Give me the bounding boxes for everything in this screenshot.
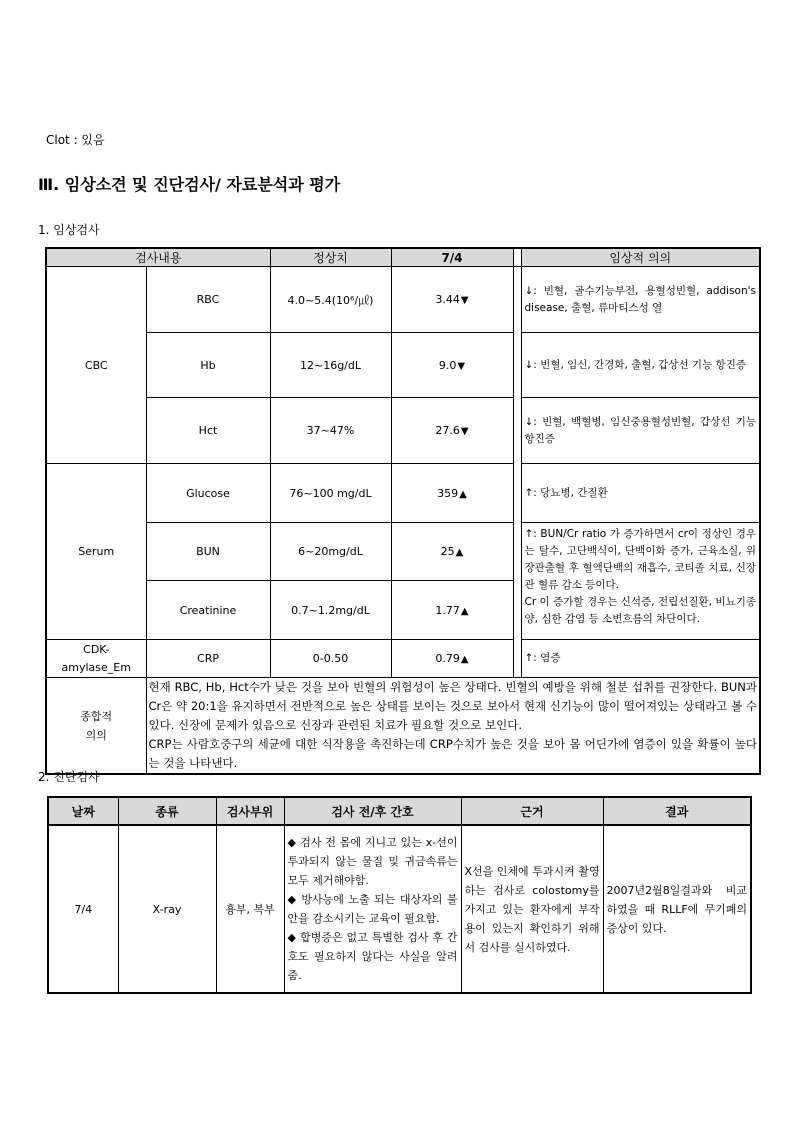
result-value: 27.6 ▼ [391, 398, 513, 464]
exam-date: 7/4 [48, 825, 118, 993]
exam-basis: X선을 인체에 투과시켜 촬영하는 검사로 colostomy를 가지고 있는 환자에게 부작용이 있는지 확인하기 위해서 검사를 실시하였다. [461, 825, 603, 993]
header-type: 종류 [118, 797, 216, 825]
column-separator [513, 398, 521, 464]
result-value: 3.44 ▼ [391, 267, 513, 333]
bun-cr-text: ↑: BUN/Cr ratio 가 증가하면서 cr이 정상인 경우는 탈수, 고단백식이, 단백이화 증가, 근육소실, 위장관출혈 후 혈액단백의 재흡수, 코티졸 치료, 신장관 혈류 감소 등이다. [524, 528, 756, 591]
normal-range: 6~20mg/dL [270, 523, 391, 581]
column-separator [513, 333, 521, 398]
test-name: Glucose [146, 464, 270, 523]
summary-text [146, 678, 760, 775]
group-cbc: CBC [46, 267, 146, 464]
up-arrow-icon [458, 487, 467, 500]
clinical-significance: ↓: 빈혈, 백혈병, 임신중용혈성빈혈, 갑상선 기능항진증 [521, 398, 760, 464]
up-arrow-icon [460, 604, 469, 617]
diagnostic-exam-table [47, 796, 752, 994]
down-arrow-icon [456, 359, 465, 372]
clinical-exam-table [45, 247, 761, 775]
result-value: 0.79 ▲ [391, 640, 513, 678]
header-care: 검사 전/후 간호 [284, 797, 461, 825]
section-title: Ⅲ. 임상소견 및 진단검사/ 자료분석과 평가 [38, 175, 341, 194]
test-name: BUN [146, 523, 270, 581]
normal-range: 76~100 mg/dL [270, 464, 391, 523]
exam-result: 2007년2월8일결과와 비교하였을 때 RLLF에 무기폐의 증상이 있다. [603, 825, 751, 993]
normal-range: 12~16g/dL [270, 333, 391, 398]
column-separator [513, 248, 521, 267]
care-item: ◆ 검사 전 몸에 지니고 있는 x-선이 투과되지 않는 물질 및 귀금속류는 모두 제거해야함. [287, 836, 458, 887]
down-arrow-icon [460, 424, 469, 437]
clinical-significance-bun-cr [521, 523, 760, 640]
clinical-significance: ↓: 빈혈, 임신, 간경화, 출혈, 갑상선 기능 항진증 [521, 333, 760, 398]
header-result: 결과 [603, 797, 751, 825]
group-serum: Serum [46, 464, 146, 640]
header-date: 7/4 [391, 248, 513, 267]
care-item: ◆ 합병증은 없고 특별한 검사 후 간호도 필요하지 않다는 사실을 알려줌. [287, 931, 458, 982]
normal-range: 0.7~1.2mg/dL [270, 581, 391, 640]
header-site: 검사부위 [216, 797, 284, 825]
normal-range: 0-0.50 [270, 640, 391, 678]
exam-type: X-ray [118, 825, 216, 993]
down-arrow-icon [460, 293, 469, 306]
result-value: 359 ▲ [391, 464, 513, 523]
column-separator [513, 267, 521, 333]
clot-note: Clot : 있음 [46, 133, 105, 147]
test-name: CRP [146, 640, 270, 678]
header-date: 날짜 [48, 797, 118, 825]
result-value: 1.77 ▲ [391, 581, 513, 640]
exam-site: 흉부, 복부 [216, 825, 284, 993]
clinical-significance: ↓: 빈혈, 골수기능부전, 용혈성빈혈, addison's disease, 출혈, 류마티스성 열 [521, 267, 760, 333]
column-separator [513, 640, 521, 678]
header-significance: 임상적 의의 [521, 248, 760, 267]
result-value: 9.0 ▼ [391, 333, 513, 398]
column-separator [513, 523, 521, 640]
normal-range: 37~47% [270, 398, 391, 464]
clinical-exam-title: 1. 임상검사 [38, 223, 100, 237]
summary-paragraph: 현재 RBC, Hb, Hct수가 낮은 것을 보아 빈혈의 위험성이 높은 상태다. 빈혈의 예방을 위해 철분 섭취를 권장한다. BUN과 Cr은 약 20:1을 유지하면서 전반적으로 높은 상태를 보이는 것으로 보아서 현재 신기능이 많이 떨어져있는 상태라고 볼 수 있다. 신장에 문제가 있음으로 신장과 관련된 치료가 필요할 것으로 보인다. [148, 680, 757, 732]
result-value: 25 ▲ [391, 523, 513, 581]
column-separator [513, 464, 521, 523]
header-normal: 정상치 [270, 248, 391, 267]
group-cdk-amylase: CDK-amylase_Em [46, 640, 146, 678]
test-name: Creatinine [146, 581, 270, 640]
diagnostic-exam-title: 2. 진단검사 [38, 770, 100, 784]
summary-label: 종합적 의의 [46, 678, 146, 775]
care-item: ◆ 방사능에 노출 되는 대상자의 불안을 감소시키는 교육이 필요함. [287, 893, 458, 925]
summary-paragraph: CRP는 사람호중구의 세균에 대한 식작용을 촉진하는데 CRP수치가 높은 것을 보아 몸 어딘가에 염증이 있을 확률이 높다는 것을 나타낸다. [148, 737, 757, 770]
up-arrow-icon [455, 545, 464, 558]
test-name: Hct [146, 398, 270, 464]
up-arrow-icon [460, 652, 469, 665]
clinical-significance: ↑: 당뇨병, 간질환 [521, 464, 760, 523]
normal-range: 4.0~5.4(10⁶/㎕) [270, 267, 391, 333]
header-exam: 검사내용 [46, 248, 270, 267]
header-basis: 근거 [461, 797, 603, 825]
exam-care [284, 825, 461, 993]
test-name: RBC [146, 267, 270, 333]
cr-text: Cr 이 증가할 경우는 신석증, 전립선질환, 비뇨기종양, 심한 감염 등 소변흐름의 차단이다. [524, 596, 756, 625]
clinical-significance: ↑: 염증 [521, 640, 760, 678]
test-name: Hb [146, 333, 270, 398]
